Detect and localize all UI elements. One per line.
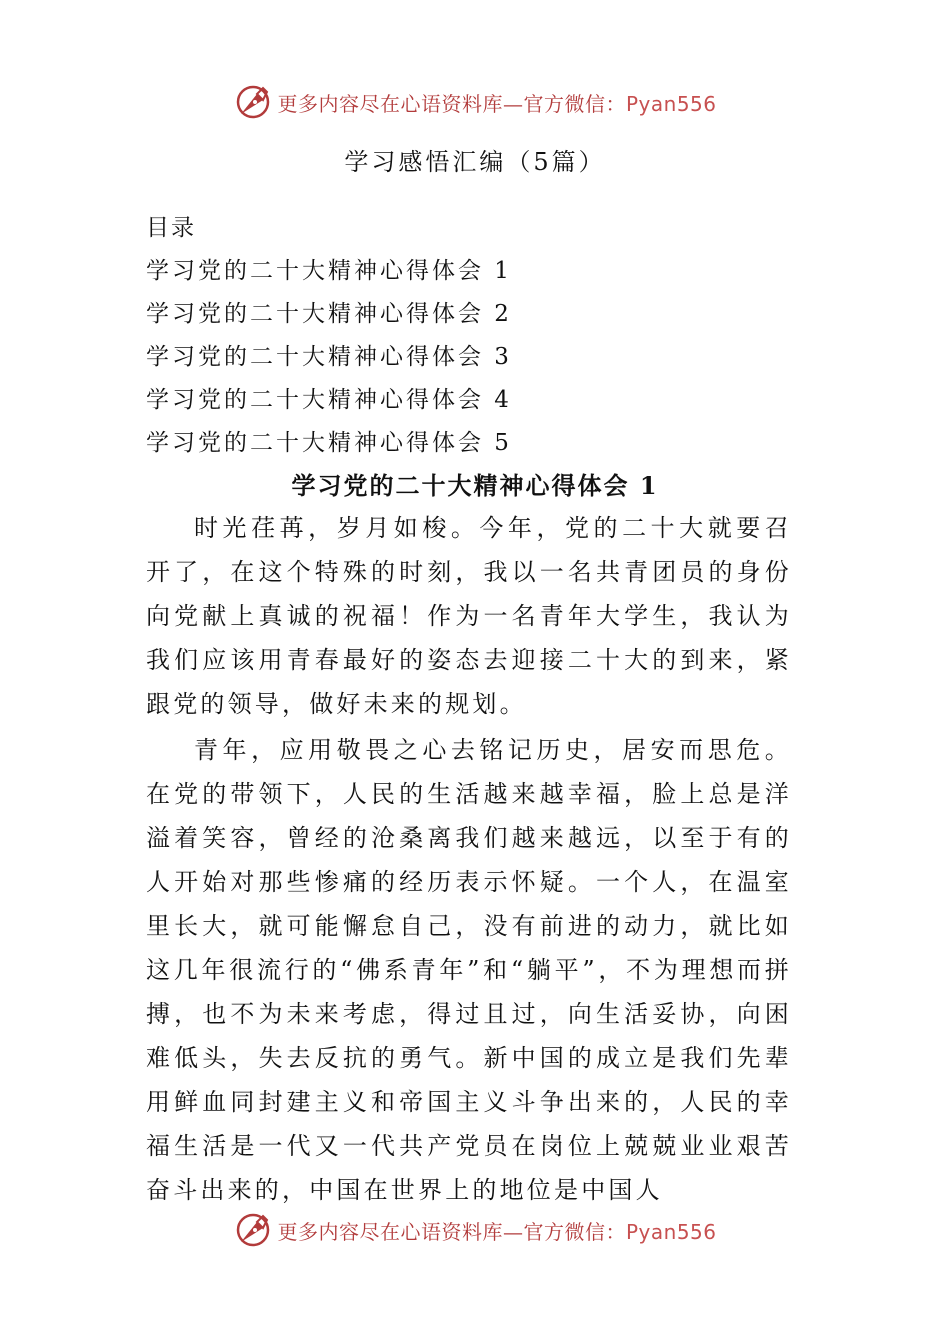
toc-item-3[interactable]: 学习党的二十大精神心得体会 3 (146, 344, 512, 370)
paragraph-1: 时光荏苒，岁月如梭。今年，党的二十大就要召开了，在这个特殊的时刻，我以一名共青团员的身份向党献上真诚的祝福！作为一名青年大学生，我认为我们应该用青春最好的姿态去迎接二十大的到来，紧跟党的领导，做好未来的规划。 (146, 514, 792, 718)
footer-banner (0, 1208, 950, 1252)
paragraph-2: 青年，应用敬畏之心去铭记历史，居安而思危。在党的带领下，人民的生活越来越幸福，脸上总是洋溢着笑容，曾经的沧桑离我们越来越远，以至于有的人开始对那些惨痛的经历表示怀疑。一个人，在温室里长大，就可能懈怠自己，没有前进的动力，就比如这几年很流行的“佛系青年”和“躺平”，不为理想而拼搏，也不为未来考虑，得过且过，向生活妥协，向困难低头，失去反抗的勇气。新中国的成立是我们先辈用鲜血同封建主义和帝国主义斗争出来的，人民的幸福生活是一代又一代共产党员在岗位上兢兢业业艰苦奋斗出来的，中国在世界上的地位是中国人 (146, 736, 792, 1204)
banner-text: 更多内容尽在心语资料库—官方微信：Pyan556 (277, 1219, 717, 1244)
banner-wechat-id: Pyan556 (625, 91, 717, 116)
document-title: 学习感悟汇编（5篇） (344, 148, 606, 176)
pen-nib-logo-icon (233, 1210, 273, 1250)
toc-item-4[interactable]: 学习党的二十大精神心得体会 4 (146, 387, 512, 413)
banner-wechat-id: Pyan556 (625, 1219, 717, 1244)
section-title: 学习党的二十大精神心得体会 1 (291, 471, 659, 500)
toc-item-1[interactable]: 学习党的二十大精神心得体会 1 (146, 258, 512, 284)
document-body (146, 506, 792, 1214)
table-of-contents (146, 206, 512, 465)
pen-nib-logo-icon (233, 82, 273, 122)
toc-item-2[interactable]: 学习党的二十大精神心得体会 2 (146, 301, 512, 327)
toc-heading: 目录 (146, 215, 196, 241)
toc-item-5[interactable]: 学习党的二十大精神心得体会 5 (146, 430, 512, 456)
header-banner (0, 80, 950, 124)
banner-text: 更多内容尽在心语资料库—官方微信：Pyan556 (277, 91, 717, 116)
